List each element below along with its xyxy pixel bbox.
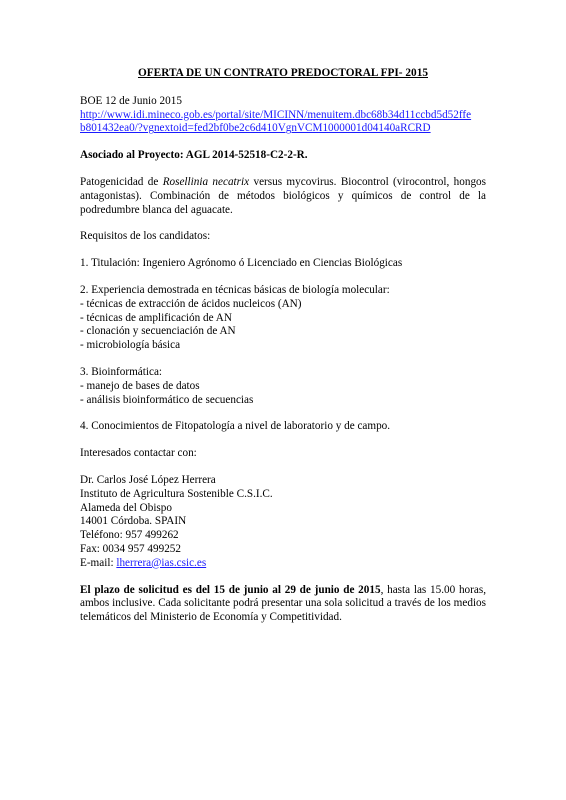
species-name: Rosellinia necatrix [162, 175, 250, 188]
requirement-3-item: - manejo de bases de datos [80, 379, 200, 392]
requirement-3 [80, 366, 486, 407]
contact-street: Alameda del Obispo [80, 501, 172, 514]
requirement-2-item: - clonación y secuenciación de AN [80, 325, 236, 338]
requirement-1: 1. Titulación: Ingeniero Agrónomo ó Licenciado en Ciencias Biológicas [80, 257, 403, 270]
contact-name: Dr. Carlos José López Herrera [80, 473, 216, 486]
description-rest: versus mycovirus. Biocontrol (virocontrol, hongos antagonistas). Combinación de métodos biológicos y químicos de control de la podredumbre blanca del aguacate. [80, 175, 486, 216]
boe-url-line-2[interactable]: b801432ea0/?vgnextoid=fed2bf0be2c6d410VgnVCM1000001d04140aRCRD [80, 122, 431, 135]
contact-block [80, 474, 486, 571]
requirements-heading: Requisitos de los candidatos: [80, 230, 211, 243]
project-line [80, 149, 486, 163]
contact-email-line [80, 557, 486, 571]
deadline-dates: El plazo de solicitud es del 15 de junio al 29 de junio de 2015 [80, 583, 381, 596]
requirement-4: 4. Conocimientos de Fitopatología a nivel de laboratorio y de campo. [80, 420, 391, 433]
contact-city: 14001 Córdoba. SPAIN [80, 515, 187, 528]
deadline-paragraph [80, 584, 486, 625]
requirement-2 [80, 284, 486, 353]
document-page [80, 67, 486, 638]
contact-email-link[interactable]: lherrera@ias.csic.es [116, 556, 207, 569]
document-title: OFERTA DE UN CONTRATO PREDOCTORAL FPI- 2015 [137, 67, 428, 79]
project-description [80, 176, 486, 217]
requirement-3-heading: 3. Bioinformática: [80, 365, 163, 378]
requirement-2-item: - microbiología básica [80, 339, 181, 352]
contact-fax: Fax: 0034 957 499252 [80, 542, 181, 555]
deadline-details: , hasta las 15.00 horas, ambos inclusive. Cada solicitante podrá presentar una sola solicitud a través de los medios telemáticos del Ministerio de Economía y Competitividad. [80, 583, 486, 624]
boe-reference [80, 95, 486, 136]
project-code: : AGL 2014-52518-C2-2-R. [179, 149, 308, 162]
contact-email-label: E-mail: [80, 556, 117, 569]
project-label: Asociado al Proyecto [80, 149, 180, 162]
description-prefix: Patogenicidad de [80, 175, 163, 188]
requirement-2-item: - técnicas de amplificación de AN [80, 311, 232, 324]
boe-url-line-1[interactable]: http://www.idi.mineco.gob.es/portal/site/MICINN/menuitem.dbc68b34d11ccbd5d52ffe [80, 108, 472, 121]
boe-date: BOE 12 de Junio 2015 [80, 94, 182, 107]
contact-phone: Teléfono: 957 499262 [80, 529, 179, 542]
contact-heading: Interesados contactar con: [80, 447, 197, 460]
requirement-3-item: - análisis bioinformático de secuencias [80, 393, 254, 406]
contact-institute: Instituto de Agricultura Sostenible C.S.I.C. [80, 487, 273, 500]
requirement-2-heading: 2. Experiencia demostrada en técnicas básicas de biología molecular: [80, 283, 390, 296]
requirement-2-item: - técnicas de extracción de ácidos nucleicos (AN) [80, 297, 302, 310]
